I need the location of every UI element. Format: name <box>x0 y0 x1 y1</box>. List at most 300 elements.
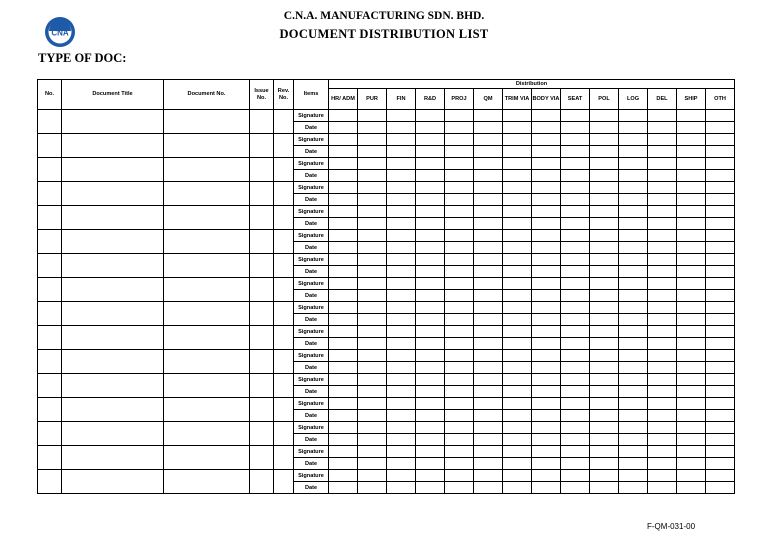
date-cell[interactable] <box>358 410 387 422</box>
date-cell[interactable] <box>416 218 445 230</box>
entry-no-cell[interactable] <box>38 254 62 278</box>
signature-cell[interactable] <box>474 398 503 410</box>
date-cell[interactable] <box>358 146 387 158</box>
signature-cell[interactable] <box>677 446 706 458</box>
entry-rev-cell[interactable] <box>274 254 294 278</box>
signature-cell[interactable] <box>619 374 648 386</box>
signature-cell[interactable] <box>590 374 619 386</box>
signature-cell[interactable] <box>445 350 474 362</box>
signature-cell[interactable] <box>358 134 387 146</box>
date-cell[interactable] <box>445 266 474 278</box>
date-cell[interactable] <box>474 410 503 422</box>
signature-cell[interactable] <box>358 350 387 362</box>
date-cell[interactable] <box>590 122 619 134</box>
date-cell[interactable] <box>416 386 445 398</box>
date-cell[interactable] <box>532 434 561 446</box>
signature-cell[interactable] <box>619 110 648 122</box>
signature-cell[interactable] <box>677 422 706 434</box>
date-cell[interactable] <box>677 170 706 182</box>
date-cell[interactable] <box>677 362 706 374</box>
signature-cell[interactable] <box>677 158 706 170</box>
date-cell[interactable] <box>706 362 735 374</box>
entry-no-cell[interactable] <box>38 374 62 398</box>
date-cell[interactable] <box>329 386 358 398</box>
date-cell[interactable] <box>416 242 445 254</box>
signature-cell[interactable] <box>561 278 590 290</box>
date-cell[interactable] <box>561 146 590 158</box>
date-cell[interactable] <box>619 482 648 494</box>
entry-title-cell[interactable] <box>62 206 164 230</box>
date-cell[interactable] <box>503 290 532 302</box>
entry-rev-cell[interactable] <box>274 182 294 206</box>
date-cell[interactable] <box>474 170 503 182</box>
signature-cell[interactable] <box>532 302 561 314</box>
signature-cell[interactable] <box>358 302 387 314</box>
signature-cell[interactable] <box>561 182 590 194</box>
date-cell[interactable] <box>706 314 735 326</box>
entry-title-cell[interactable] <box>62 230 164 254</box>
date-cell[interactable] <box>706 194 735 206</box>
signature-cell[interactable] <box>387 278 416 290</box>
date-cell[interactable] <box>561 314 590 326</box>
entry-docno-cell[interactable] <box>164 158 250 182</box>
date-cell[interactable] <box>329 410 358 422</box>
date-cell[interactable] <box>590 314 619 326</box>
date-cell[interactable] <box>445 386 474 398</box>
date-cell[interactable] <box>474 458 503 470</box>
signature-cell[interactable] <box>648 254 677 266</box>
date-cell[interactable] <box>416 314 445 326</box>
signature-cell[interactable] <box>619 182 648 194</box>
date-cell[interactable] <box>387 266 416 278</box>
entry-no-cell[interactable] <box>38 206 62 230</box>
entry-title-cell[interactable] <box>62 326 164 350</box>
date-cell[interactable] <box>706 386 735 398</box>
signature-cell[interactable] <box>445 278 474 290</box>
date-cell[interactable] <box>416 194 445 206</box>
entry-issue-cell[interactable] <box>250 134 274 158</box>
entry-no-cell[interactable] <box>38 470 62 494</box>
date-cell[interactable] <box>706 434 735 446</box>
signature-cell[interactable] <box>474 470 503 482</box>
entry-docno-cell[interactable] <box>164 230 250 254</box>
entry-issue-cell[interactable] <box>250 326 274 350</box>
signature-cell[interactable] <box>445 206 474 218</box>
signature-cell[interactable] <box>474 158 503 170</box>
date-cell[interactable] <box>358 242 387 254</box>
signature-cell[interactable] <box>329 182 358 194</box>
date-cell[interactable] <box>532 386 561 398</box>
signature-cell[interactable] <box>532 206 561 218</box>
date-cell[interactable] <box>474 290 503 302</box>
signature-cell[interactable] <box>474 326 503 338</box>
signature-cell[interactable] <box>706 110 735 122</box>
signature-cell[interactable] <box>532 446 561 458</box>
date-cell[interactable] <box>532 338 561 350</box>
date-cell[interactable] <box>677 386 706 398</box>
date-cell[interactable] <box>358 170 387 182</box>
date-cell[interactable] <box>677 314 706 326</box>
signature-cell[interactable] <box>474 422 503 434</box>
date-cell[interactable] <box>532 242 561 254</box>
date-cell[interactable] <box>648 458 677 470</box>
date-cell[interactable] <box>619 170 648 182</box>
entry-issue-cell[interactable] <box>250 254 274 278</box>
date-cell[interactable] <box>706 170 735 182</box>
signature-cell[interactable] <box>532 470 561 482</box>
entry-docno-cell[interactable] <box>164 110 250 134</box>
date-cell[interactable] <box>474 194 503 206</box>
signature-cell[interactable] <box>590 326 619 338</box>
date-cell[interactable] <box>648 290 677 302</box>
date-cell[interactable] <box>706 242 735 254</box>
signature-cell[interactable] <box>445 134 474 146</box>
date-cell[interactable] <box>503 122 532 134</box>
date-cell[interactable] <box>590 194 619 206</box>
entry-issue-cell[interactable] <box>250 182 274 206</box>
entry-title-cell[interactable] <box>62 278 164 302</box>
signature-cell[interactable] <box>590 206 619 218</box>
date-cell[interactable] <box>561 362 590 374</box>
date-cell[interactable] <box>561 338 590 350</box>
entry-rev-cell[interactable] <box>274 470 294 494</box>
date-cell[interactable] <box>619 386 648 398</box>
date-cell[interactable] <box>503 410 532 422</box>
entry-docno-cell[interactable] <box>164 206 250 230</box>
signature-cell[interactable] <box>561 254 590 266</box>
date-cell[interactable] <box>474 362 503 374</box>
signature-cell[interactable] <box>329 134 358 146</box>
signature-cell[interactable] <box>416 326 445 338</box>
date-cell[interactable] <box>416 122 445 134</box>
date-cell[interactable] <box>590 482 619 494</box>
date-cell[interactable] <box>706 266 735 278</box>
date-cell[interactable] <box>561 386 590 398</box>
signature-cell[interactable] <box>677 302 706 314</box>
date-cell[interactable] <box>474 434 503 446</box>
entry-title-cell[interactable] <box>62 134 164 158</box>
signature-cell[interactable] <box>677 470 706 482</box>
date-cell[interactable] <box>387 362 416 374</box>
date-cell[interactable] <box>648 314 677 326</box>
signature-cell[interactable] <box>648 422 677 434</box>
entry-docno-cell[interactable] <box>164 374 250 398</box>
date-cell[interactable] <box>358 194 387 206</box>
date-cell[interactable] <box>532 218 561 230</box>
entry-rev-cell[interactable] <box>274 398 294 422</box>
signature-cell[interactable] <box>445 182 474 194</box>
date-cell[interactable] <box>387 338 416 350</box>
date-cell[interactable] <box>706 218 735 230</box>
date-cell[interactable] <box>619 362 648 374</box>
date-cell[interactable] <box>416 362 445 374</box>
date-cell[interactable] <box>561 434 590 446</box>
date-cell[interactable] <box>474 122 503 134</box>
signature-cell[interactable] <box>619 470 648 482</box>
signature-cell[interactable] <box>590 350 619 362</box>
signature-cell[interactable] <box>358 110 387 122</box>
date-cell[interactable] <box>532 122 561 134</box>
signature-cell[interactable] <box>416 350 445 362</box>
signature-cell[interactable] <box>503 302 532 314</box>
signature-cell[interactable] <box>532 374 561 386</box>
signature-cell[interactable] <box>532 422 561 434</box>
date-cell[interactable] <box>706 290 735 302</box>
signature-cell[interactable] <box>387 398 416 410</box>
signature-cell[interactable] <box>358 326 387 338</box>
signature-cell[interactable] <box>561 206 590 218</box>
signature-cell[interactable] <box>648 326 677 338</box>
entry-no-cell[interactable] <box>38 278 62 302</box>
date-cell[interactable] <box>503 314 532 326</box>
signature-cell[interactable] <box>445 446 474 458</box>
date-cell[interactable] <box>329 242 358 254</box>
date-cell[interactable] <box>387 170 416 182</box>
signature-cell[interactable] <box>416 374 445 386</box>
signature-cell[interactable] <box>590 254 619 266</box>
date-cell[interactable] <box>503 482 532 494</box>
entry-docno-cell[interactable] <box>164 350 250 374</box>
date-cell[interactable] <box>677 434 706 446</box>
date-cell[interactable] <box>648 266 677 278</box>
signature-cell[interactable] <box>416 206 445 218</box>
date-cell[interactable] <box>561 170 590 182</box>
date-cell[interactable] <box>416 434 445 446</box>
date-cell[interactable] <box>677 338 706 350</box>
date-cell[interactable] <box>416 458 445 470</box>
entry-docno-cell[interactable] <box>164 470 250 494</box>
date-cell[interactable] <box>590 386 619 398</box>
date-cell[interactable] <box>387 218 416 230</box>
signature-cell[interactable] <box>474 182 503 194</box>
date-cell[interactable] <box>416 290 445 302</box>
date-cell[interactable] <box>648 386 677 398</box>
signature-cell[interactable] <box>706 206 735 218</box>
date-cell[interactable] <box>503 434 532 446</box>
entry-rev-cell[interactable] <box>274 110 294 134</box>
date-cell[interactable] <box>590 266 619 278</box>
date-cell[interactable] <box>532 266 561 278</box>
signature-cell[interactable] <box>648 398 677 410</box>
signature-cell[interactable] <box>677 110 706 122</box>
signature-cell[interactable] <box>532 230 561 242</box>
date-cell[interactable] <box>474 482 503 494</box>
signature-cell[interactable] <box>561 326 590 338</box>
signature-cell[interactable] <box>329 230 358 242</box>
date-cell[interactable] <box>648 434 677 446</box>
signature-cell[interactable] <box>445 230 474 242</box>
signature-cell[interactable] <box>677 134 706 146</box>
date-cell[interactable] <box>532 194 561 206</box>
date-cell[interactable] <box>387 386 416 398</box>
signature-cell[interactable] <box>503 158 532 170</box>
signature-cell[interactable] <box>503 470 532 482</box>
signature-cell[interactable] <box>358 470 387 482</box>
date-cell[interactable] <box>387 410 416 422</box>
date-cell[interactable] <box>648 146 677 158</box>
date-cell[interactable] <box>445 314 474 326</box>
signature-cell[interactable] <box>445 326 474 338</box>
signature-cell[interactable] <box>416 134 445 146</box>
signature-cell[interactable] <box>706 230 735 242</box>
signature-cell[interactable] <box>387 230 416 242</box>
signature-cell[interactable] <box>358 446 387 458</box>
signature-cell[interactable] <box>329 374 358 386</box>
date-cell[interactable] <box>445 482 474 494</box>
date-cell[interactable] <box>387 482 416 494</box>
entry-issue-cell[interactable] <box>250 470 274 494</box>
entry-docno-cell[interactable] <box>164 182 250 206</box>
date-cell[interactable] <box>329 218 358 230</box>
entry-docno-cell[interactable] <box>164 278 250 302</box>
signature-cell[interactable] <box>561 470 590 482</box>
signature-cell[interactable] <box>503 206 532 218</box>
date-cell[interactable] <box>445 434 474 446</box>
entry-docno-cell[interactable] <box>164 326 250 350</box>
signature-cell[interactable] <box>358 206 387 218</box>
signature-cell[interactable] <box>416 230 445 242</box>
entry-no-cell[interactable] <box>38 422 62 446</box>
entry-issue-cell[interactable] <box>250 350 274 374</box>
date-cell[interactable] <box>561 458 590 470</box>
signature-cell[interactable] <box>706 374 735 386</box>
entry-rev-cell[interactable] <box>274 374 294 398</box>
signature-cell[interactable] <box>387 254 416 266</box>
entry-title-cell[interactable] <box>62 110 164 134</box>
date-cell[interactable] <box>648 122 677 134</box>
date-cell[interactable] <box>329 338 358 350</box>
date-cell[interactable] <box>590 218 619 230</box>
date-cell[interactable] <box>677 194 706 206</box>
signature-cell[interactable] <box>358 182 387 194</box>
entry-title-cell[interactable] <box>62 374 164 398</box>
entry-rev-cell[interactable] <box>274 446 294 470</box>
date-cell[interactable] <box>532 146 561 158</box>
signature-cell[interactable] <box>387 158 416 170</box>
entry-title-cell[interactable] <box>62 470 164 494</box>
signature-cell[interactable] <box>329 350 358 362</box>
date-cell[interactable] <box>503 170 532 182</box>
signature-cell[interactable] <box>416 254 445 266</box>
date-cell[interactable] <box>329 266 358 278</box>
signature-cell[interactable] <box>387 350 416 362</box>
entry-rev-cell[interactable] <box>274 230 294 254</box>
entry-rev-cell[interactable] <box>274 350 294 374</box>
signature-cell[interactable] <box>387 446 416 458</box>
signature-cell[interactable] <box>648 134 677 146</box>
signature-cell[interactable] <box>677 374 706 386</box>
signature-cell[interactable] <box>329 326 358 338</box>
date-cell[interactable] <box>706 146 735 158</box>
signature-cell[interactable] <box>590 110 619 122</box>
date-cell[interactable] <box>474 218 503 230</box>
date-cell[interactable] <box>503 266 532 278</box>
entry-no-cell[interactable] <box>38 110 62 134</box>
signature-cell[interactable] <box>648 230 677 242</box>
date-cell[interactable] <box>474 314 503 326</box>
entry-rev-cell[interactable] <box>274 158 294 182</box>
date-cell[interactable] <box>648 338 677 350</box>
signature-cell[interactable] <box>677 230 706 242</box>
date-cell[interactable] <box>619 290 648 302</box>
signature-cell[interactable] <box>590 398 619 410</box>
date-cell[interactable] <box>677 122 706 134</box>
date-cell[interactable] <box>677 290 706 302</box>
date-cell[interactable] <box>706 122 735 134</box>
date-cell[interactable] <box>503 146 532 158</box>
signature-cell[interactable] <box>329 206 358 218</box>
date-cell[interactable] <box>561 194 590 206</box>
date-cell[interactable] <box>677 410 706 422</box>
entry-title-cell[interactable] <box>62 302 164 326</box>
signature-cell[interactable] <box>532 182 561 194</box>
signature-cell[interactable] <box>416 470 445 482</box>
signature-cell[interactable] <box>561 302 590 314</box>
date-cell[interactable] <box>358 338 387 350</box>
date-cell[interactable] <box>445 242 474 254</box>
signature-cell[interactable] <box>474 206 503 218</box>
date-cell[interactable] <box>503 242 532 254</box>
signature-cell[interactable] <box>503 422 532 434</box>
signature-cell[interactable] <box>648 302 677 314</box>
date-cell[interactable] <box>619 194 648 206</box>
date-cell[interactable] <box>619 122 648 134</box>
signature-cell[interactable] <box>561 374 590 386</box>
date-cell[interactable] <box>329 362 358 374</box>
signature-cell[interactable] <box>474 278 503 290</box>
signature-cell[interactable] <box>474 374 503 386</box>
entry-issue-cell[interactable] <box>250 374 274 398</box>
signature-cell[interactable] <box>648 182 677 194</box>
signature-cell[interactable] <box>329 110 358 122</box>
signature-cell[interactable] <box>561 350 590 362</box>
signature-cell[interactable] <box>503 374 532 386</box>
date-cell[interactable] <box>706 410 735 422</box>
signature-cell[interactable] <box>329 278 358 290</box>
signature-cell[interactable] <box>619 230 648 242</box>
date-cell[interactable] <box>387 122 416 134</box>
entry-issue-cell[interactable] <box>250 422 274 446</box>
entry-docno-cell[interactable] <box>164 422 250 446</box>
entry-rev-cell[interactable] <box>274 134 294 158</box>
date-cell[interactable] <box>648 170 677 182</box>
entry-rev-cell[interactable] <box>274 302 294 326</box>
signature-cell[interactable] <box>416 278 445 290</box>
signature-cell[interactable] <box>445 110 474 122</box>
date-cell[interactable] <box>706 338 735 350</box>
signature-cell[interactable] <box>532 254 561 266</box>
date-cell[interactable] <box>445 194 474 206</box>
date-cell[interactable] <box>329 458 358 470</box>
signature-cell[interactable] <box>474 230 503 242</box>
entry-no-cell[interactable] <box>38 350 62 374</box>
date-cell[interactable] <box>474 266 503 278</box>
date-cell[interactable] <box>329 146 358 158</box>
signature-cell[interactable] <box>648 278 677 290</box>
entry-rev-cell[interactable] <box>274 326 294 350</box>
signature-cell[interactable] <box>619 302 648 314</box>
signature-cell[interactable] <box>387 206 416 218</box>
signature-cell[interactable] <box>706 446 735 458</box>
date-cell[interactable] <box>590 146 619 158</box>
signature-cell[interactable] <box>416 398 445 410</box>
entry-issue-cell[interactable] <box>250 110 274 134</box>
signature-cell[interactable] <box>387 134 416 146</box>
date-cell[interactable] <box>677 218 706 230</box>
date-cell[interactable] <box>474 146 503 158</box>
signature-cell[interactable] <box>706 470 735 482</box>
date-cell[interactable] <box>358 122 387 134</box>
